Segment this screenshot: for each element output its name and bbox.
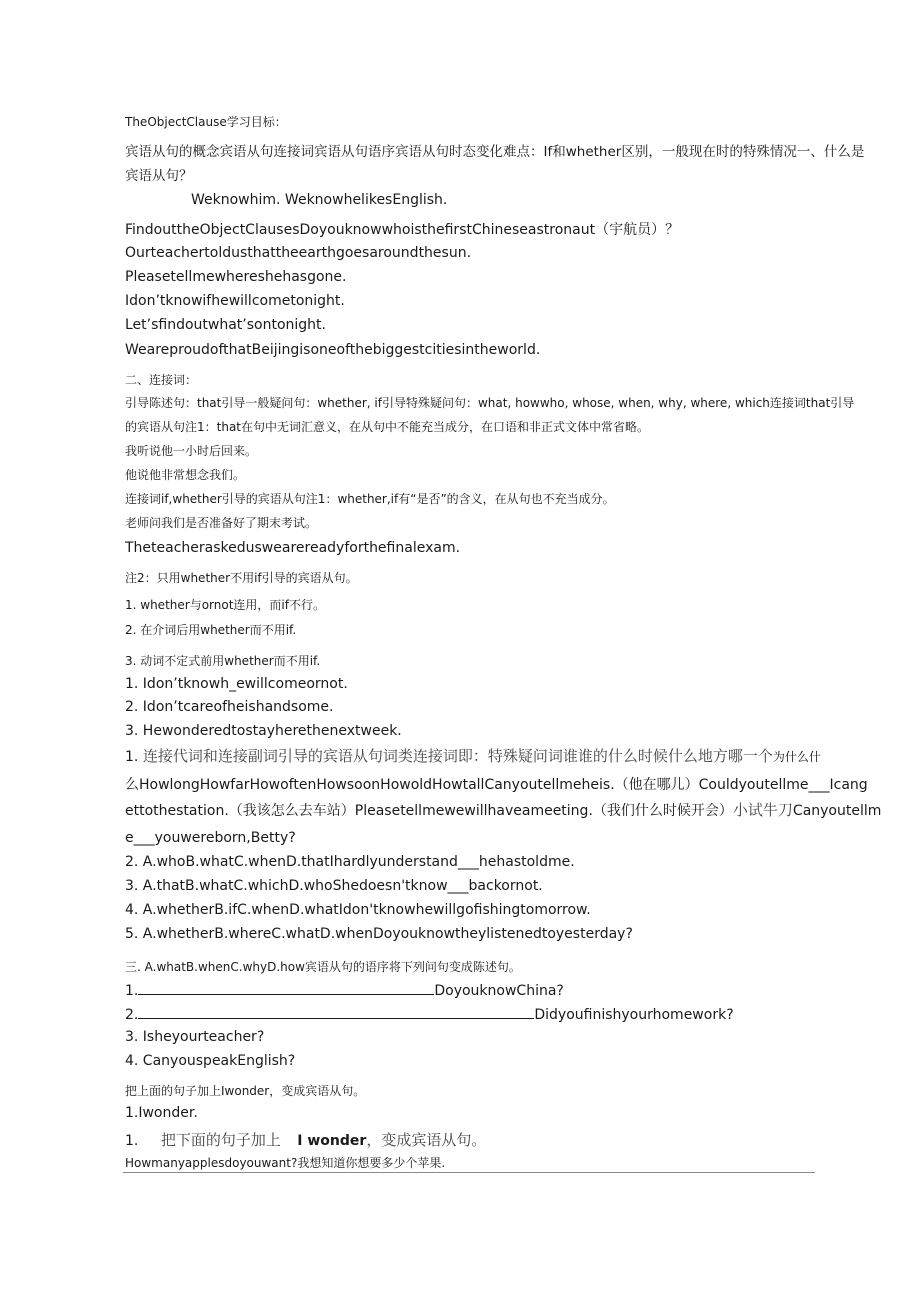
wonder-example: 1.Iwonder. [125, 1105, 198, 1121]
blank-item-text: DoyouknowChina? [434, 983, 564, 999]
wh-words-line-2: 么HowlongHowfarHowoftenHowsoonHowoldHowtallCanyoutellmeheis.（他在哪儿）Couldyoutellme___Icang [125, 777, 868, 793]
note-2-item: 1. whether与ornot连用，而if不行。 [125, 598, 325, 612]
bottom-rule [123, 1172, 815, 1173]
wonder-intro: 把上面的句子加上Iwonder，变成宾语从句。 [125, 1084, 366, 1098]
section-2-line: 连接词if,whether引导的宾语从句注1：whether,if有“是否”的含义，在从句也不充当成分。 [125, 492, 615, 506]
last-instruction-a: 把下面的句子加上 [160, 1131, 281, 1149]
wh-words-text: ettothestation.（我该怎么去车站）Pleasetellmewewillhaveameeting.（我们什么时候开会） [125, 803, 733, 819]
section-2-line: 他说他非常想念我们。 [125, 468, 246, 482]
goals-line-2: 宾语从句？ [125, 168, 193, 184]
wh-words-text: Canyoutellm [792, 803, 882, 819]
answer-blank[interactable] [138, 982, 434, 995]
example-sentence: Idon’tknowifhewillcometonight. [125, 293, 345, 309]
item-number: 2. [125, 1007, 139, 1023]
wh-words-line-3 [125, 803, 881, 818]
example-intro: Weknowhim. WeknowhelikesEnglish. [191, 192, 448, 208]
doc-title: TheObjectClause学习目标： [125, 115, 287, 129]
last-instruction [125, 1133, 486, 1148]
example-sentence: Let’sfindoutwhat’sontonight. [125, 317, 326, 333]
last-instruction-c: ，变成宾语从句。 [366, 1131, 487, 1149]
last-instruction-b: I wonder [297, 1133, 367, 1149]
note-2-item: 3. 动词不定式前用whether而不用if. [125, 654, 321, 668]
blank-item-3: 3. Isheyourteacher? [125, 1029, 265, 1045]
wh-words-serif: 连接代词和连接副词引导的宾语从句词类连接词即：特殊疑问词谁谁的什么时候什么地方哪一个 [142, 747, 773, 765]
quiz-item: 5. A.whetherB.whereC.whatD.whenDoyouknowtheylistenedtoyesterday? [125, 926, 633, 942]
practice-item: 1. Idon’tknowh_ewillcomeornot. [125, 676, 348, 692]
goals-line-1: 宾语从句的概念宾语从句连接词宾语从句语序宾语从句时态变化难点：If和whether区别，一般现在时的特殊情况一、什么是 [125, 144, 865, 160]
quiz-item: 2. A.whoB.whatC.whenD.thatIhardlyunderstand___hehastoldme. [125, 854, 575, 870]
example-sentence: Pleasetellmewhereshehasgone. [125, 269, 347, 285]
example-sentence: Ourteachertoldusthattheearthgoesaroundthesun. [125, 245, 472, 261]
wh-words-tail: 为什么什 [772, 750, 821, 764]
note-2-item: 2. 在介词后用whether而不用if. [125, 623, 297, 637]
practice-item: 2. Idon’tcareofheishandsome. [125, 699, 334, 715]
section-2-title: 二、连接词： [125, 373, 198, 387]
wh-words-line-4: e___youwereborn,Betty? [125, 830, 296, 846]
blank-item-1 [125, 982, 564, 998]
wh-words-line-1 [125, 749, 821, 764]
answer-blank[interactable] [138, 1006, 534, 1019]
practice-heading: 小试牛刀 [732, 801, 793, 819]
section-3-text: 三. A.whatB.whenC.whyD.how宾语从句的语序将下列问句变成陈述句。 [125, 960, 521, 974]
item-number: 1. [125, 1133, 139, 1149]
final-line: Howmanyapplesdoyouwant?我想知道你想要多少个苹果. [125, 1156, 446, 1170]
section-2-example: Theteacheraskeduswearereadyforthefinalexam. [125, 540, 461, 556]
blank-item-4: 4. CanyouspeakEnglish? [125, 1053, 296, 1069]
find-line: FindouttheObjectClausesDoyouknowwhoisthefirstChineseastronaut（宇航员）？ [125, 222, 680, 238]
section-2-line: 的宾语从句注1：that在句中无词汇意义，在从句中不能充当成分，在口语和非正式文体中常省略。 [125, 420, 650, 434]
blank-item-2 [125, 1006, 734, 1022]
item-number: 1. [125, 749, 139, 765]
section-3-title [125, 958, 521, 974]
note-2-title: 注2：只用whether不用if引导的宾语从句。 [125, 571, 358, 585]
section-2-line: 老师问我们是否准备好了期末考试。 [125, 516, 318, 530]
section-2-line: 我听说他一小时后回来。 [125, 444, 258, 458]
section-2-line: 引导陈述句：that引导一般疑问句：whether, if引导特殊疑问句：what, howwho, whose, when, why, where, which连接词that引导 [125, 396, 855, 410]
blank-item-text: Didyoufinishyourhomework? [534, 1007, 734, 1023]
practice-item: 3. Hewonderedtostayherethenextweek. [125, 723, 402, 739]
item-number: 1. [125, 983, 139, 999]
quiz-item: 3. A.thatB.whatC.whichD.whoShedoesn'tknow___backornot. [125, 878, 543, 894]
quiz-item: 4. A.whetherB.ifC.whenD.whatIdon'tknowhewillgofishingtomorrow. [125, 902, 591, 918]
example-sentence: WeareproudofthatBeijingisoneofthebiggestcitiesintheworld. [125, 342, 541, 358]
